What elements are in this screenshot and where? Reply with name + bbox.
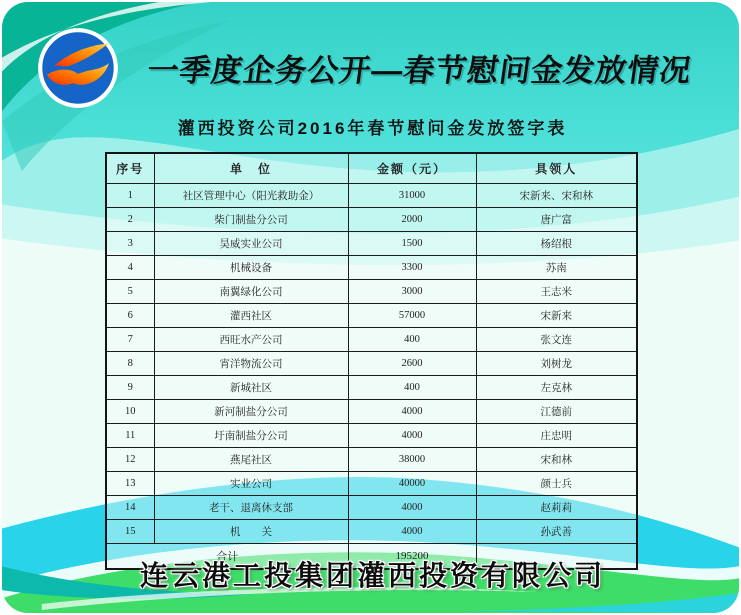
unit-cell: 新河制盐分公司 xyxy=(154,400,348,424)
recipient-cell: 左克林 xyxy=(476,376,637,400)
recipient-cell: 唐广富 xyxy=(476,208,637,232)
table-header xyxy=(106,153,637,184)
company-name: 连云港工投集团灌西投资有限公司 xyxy=(139,560,605,591)
amount-cell: 1500 xyxy=(348,232,476,256)
row-no: 1 xyxy=(106,184,154,208)
page-title: 一季度企务公开—春节慰问金发放情况 xyxy=(145,52,695,88)
row-no: 7 xyxy=(106,328,154,352)
amount-cell: 2600 xyxy=(348,352,476,376)
amount-cell: 2000 xyxy=(348,208,476,232)
row-no: 10 xyxy=(106,400,154,424)
unit-cell: 柴门制盐分公司 xyxy=(154,208,348,232)
row-no: 14 xyxy=(106,496,154,520)
table-row xyxy=(106,208,637,232)
recipient-cell: 孙武善 xyxy=(476,520,637,544)
table-row xyxy=(106,448,637,472)
amount-cell: 57000 xyxy=(348,304,476,328)
recipient-cell: 江德前 xyxy=(476,400,637,424)
total-label: 合计 xyxy=(106,544,348,570)
recipient-cell: 赵莉莉 xyxy=(476,496,637,520)
unit-cell: 南翼绿化公司 xyxy=(154,280,348,304)
amount-cell: 3300 xyxy=(348,256,476,280)
recipient-cell: 王志米 xyxy=(476,280,637,304)
table-row xyxy=(106,424,637,448)
unit-cell: 燕尾社区 xyxy=(154,448,348,472)
row-no: 4 xyxy=(106,256,154,280)
unit-cell: 昊威实业公司 xyxy=(154,232,348,256)
payout-table xyxy=(105,152,638,570)
row-no: 15 xyxy=(106,520,154,544)
table-row xyxy=(106,520,637,544)
recipient-cell: 宋和林 xyxy=(476,448,637,472)
table-row xyxy=(106,496,637,520)
recipient-cell: 刘树龙 xyxy=(476,352,637,376)
row-no: 9 xyxy=(106,376,154,400)
unit-cell: 机械设备 xyxy=(154,256,348,280)
row-no: 3 xyxy=(106,232,154,256)
amount-cell: 4000 xyxy=(348,520,476,544)
table-row xyxy=(106,184,637,208)
col-header-recipient: 具领人 xyxy=(476,153,637,184)
amount-cell: 400 xyxy=(348,328,476,352)
recipient-cell: 宋新来 xyxy=(476,304,637,328)
amount-cell: 3000 xyxy=(348,280,476,304)
col-header-unit: 单 位 xyxy=(154,153,348,184)
unit-cell: 宵洋物流公司 xyxy=(154,352,348,376)
recipient-cell: 张文连 xyxy=(476,328,637,352)
unit-cell: 新城社区 xyxy=(154,376,348,400)
row-no: 11 xyxy=(106,424,154,448)
total-amount: 195200 xyxy=(348,544,476,570)
table-row xyxy=(106,472,637,496)
col-header-no: 序号 xyxy=(106,153,154,184)
poster-background xyxy=(2,2,739,613)
amount-cell: 31000 xyxy=(348,184,476,208)
recipient-cell: 颜士兵 xyxy=(476,472,637,496)
row-no: 5 xyxy=(106,280,154,304)
amount-cell: 400 xyxy=(348,376,476,400)
col-header-amount: 金额（元） xyxy=(348,153,476,184)
table-row xyxy=(106,328,637,352)
recipient-cell: 苏南 xyxy=(476,256,637,280)
row-no: 6 xyxy=(106,304,154,328)
unit-cell: 社区管理中心（阳光救助金） xyxy=(154,184,348,208)
unit-cell: 圩南制盐分公司 xyxy=(154,424,348,448)
recipient-cell: 宋新来、宋和林 xyxy=(476,184,637,208)
unit-cell: 西旺水产公司 xyxy=(154,328,348,352)
unit-cell: 机 关 xyxy=(154,520,348,544)
unit-cell: 老干、退离休支部 xyxy=(154,496,348,520)
table-body xyxy=(106,184,637,544)
row-no: 12 xyxy=(106,448,154,472)
recipient-cell: 杨绍根 xyxy=(476,232,637,256)
row-no: 13 xyxy=(106,472,154,496)
recipient-cell: 庄忠明 xyxy=(476,424,637,448)
table-row xyxy=(106,256,637,280)
table-row xyxy=(106,304,637,328)
amount-cell: 4000 xyxy=(348,424,476,448)
company-logo xyxy=(36,26,120,110)
unit-cell: 实业公司 xyxy=(154,472,348,496)
table-row xyxy=(106,400,637,424)
amount-cell: 4000 xyxy=(348,400,476,424)
table-title: 灌西投资公司2016年春节慰问金发放签字表 xyxy=(177,119,568,138)
amount-cell: 40000 xyxy=(348,472,476,496)
table-row xyxy=(106,376,637,400)
amount-cell: 38000 xyxy=(348,448,476,472)
table-row xyxy=(106,352,637,376)
unit-cell: 灌西社区 xyxy=(154,304,348,328)
amount-cell: 4000 xyxy=(348,496,476,520)
table-row xyxy=(106,232,637,256)
table-row xyxy=(106,280,637,304)
row-no: 8 xyxy=(106,352,154,376)
row-no: 2 xyxy=(106,208,154,232)
